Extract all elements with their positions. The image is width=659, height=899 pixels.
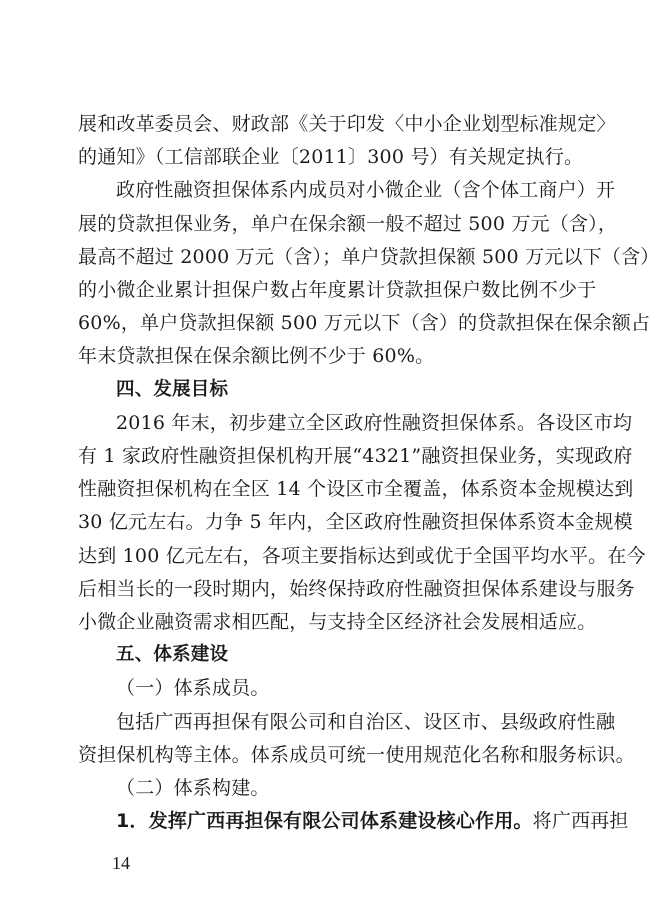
body-text-line: 60%，单户贷款担保额 500 万元以下（含）的贷款担保在保余额占 <box>78 312 651 335</box>
body-text-line: 年末贷款担保在保余额比例不少于 60%。 <box>78 345 435 368</box>
body-text-line: 小微企业融资需求相匹配，与支持全区经济社会发展相适应。 <box>78 611 597 633</box>
subsection-heading: （二）体系构建。 <box>116 777 270 799</box>
emphasis-line <box>116 807 629 835</box>
section-heading: 四、发展目标 <box>116 378 229 400</box>
paragraph-first-line: 2016 年末，初步建立全区政府性融资担保体系。各设区市均 <box>116 411 633 434</box>
body-text-line: 展的贷款担保业务，单户在保余额一般不超过 500 万元（含）， <box>78 212 618 235</box>
body-text-line: 资担保机构等主体。体系成员可统一使用规范化名称和服务标识。 <box>78 743 635 766</box>
bold-lead-text: 1．发挥广西再担保有限公司体系建设核心作用。 <box>116 810 533 833</box>
body-text-line: 达到 100 亿元左右，各项主要指标达到或优于全国平均水平。在今 <box>78 544 646 567</box>
body-text-line: 最高不超过 2000 万元（含）；单户贷款担保额 500 万元以下（含） <box>78 245 659 268</box>
body-text-line: 性融资担保机构在全区 14 个设区市全覆盖，体系资本金规模达到 <box>78 478 634 501</box>
section-heading: 五、体系建设 <box>116 644 229 666</box>
page-number: 14 <box>112 853 130 874</box>
body-text-line: 展和改革委员会、财政部《关于印发〈中小企业划型标准规定〉 <box>78 113 616 135</box>
body-text-line: 后相当长的一段时期内，始终保持政府性融资担保体系建设与服务 <box>78 577 635 600</box>
body-text-line: 30 亿元左右。力争 5 年内，全区政府性融资担保体系资本金规模 <box>78 511 633 534</box>
subsection-heading: （一）体系成员。 <box>116 677 270 700</box>
body-text-line: 的小微企业累计担保户数占年度累计贷款担保户数比例不少于 <box>78 279 597 301</box>
continuation-text: 将广西再担 <box>532 810 629 833</box>
paragraph-first-line: 政府性融资担保体系内成员对小微企业（含个体工商户）开 <box>116 179 616 202</box>
body-text-line: 有 1 家政府性融资担保机构开展“4321”融资担保业务，实现政府 <box>78 445 633 467</box>
body-text-line: 的通知》（工信部联企业〔2011〕300 号）有关规定执行。 <box>78 146 584 169</box>
paragraph-first-line: 包括广西再担保有限公司和自治区、设区市、县级政府性融 <box>116 710 616 733</box>
